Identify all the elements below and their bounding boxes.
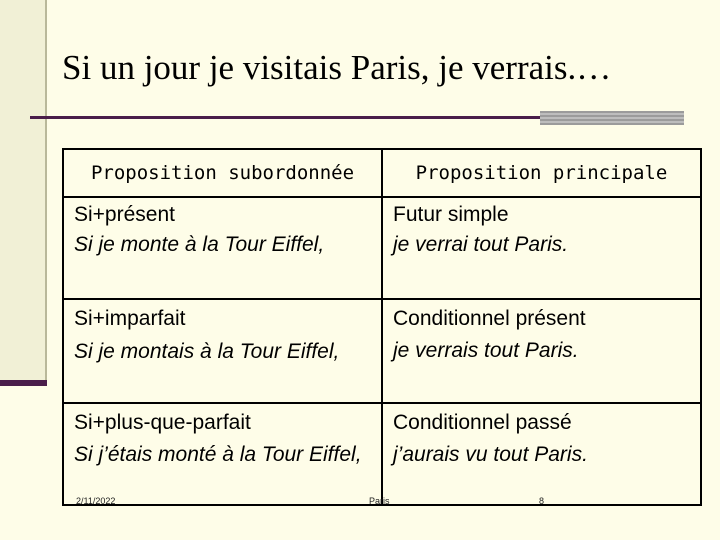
table-row: [63, 197, 701, 299]
title-underline: [30, 116, 540, 119]
cell-main: [382, 299, 701, 403]
cell-title: Futur simple: [393, 203, 509, 226]
cell-example: j’aurais vu tout Paris.: [393, 443, 588, 466]
footer-center-text: Paris: [369, 496, 390, 506]
footer-page-number: 8: [539, 496, 545, 506]
cell-example: Si je monte à la Tour Eiffel,: [74, 233, 325, 256]
cell-subordinate: [63, 403, 382, 505]
footer-date: 2/11/2022: [76, 496, 116, 506]
cell-title: Conditionnel passé: [393, 411, 572, 434]
slide-title: Si un jour je visitais Paris, je verrais.…: [62, 48, 612, 87]
table-row: [63, 403, 701, 505]
left-decorative-bar: [0, 0, 47, 384]
cell-title: Si+imparfait: [74, 307, 186, 330]
header-main: Proposition principale: [382, 149, 701, 197]
grammar-table: [62, 148, 702, 506]
cell-title: Si+présent: [74, 203, 175, 226]
cell-main: [382, 197, 701, 299]
cell-title: Si+plus-que-parfait: [74, 411, 251, 434]
header-subordinate: Proposition subordonnée: [63, 149, 382, 197]
table-row: [63, 299, 701, 403]
cell-example: Si j’étais monté à la Tour Eiffel,: [74, 443, 362, 466]
table-header-row: [63, 149, 701, 197]
cell-subordinate: [63, 197, 382, 299]
cell-subordinate: [63, 299, 382, 403]
cell-example: je verrais tout Paris.: [393, 339, 579, 362]
cell-example: je verrai tout Paris.: [393, 233, 569, 256]
title-underline-block: [540, 111, 684, 125]
left-accent-line: [0, 380, 47, 386]
cell-example: Si je montais à la Tour Eiffel,: [74, 340, 340, 363]
cell-main: [382, 403, 701, 505]
cell-title: Conditionnel présent: [393, 307, 586, 330]
